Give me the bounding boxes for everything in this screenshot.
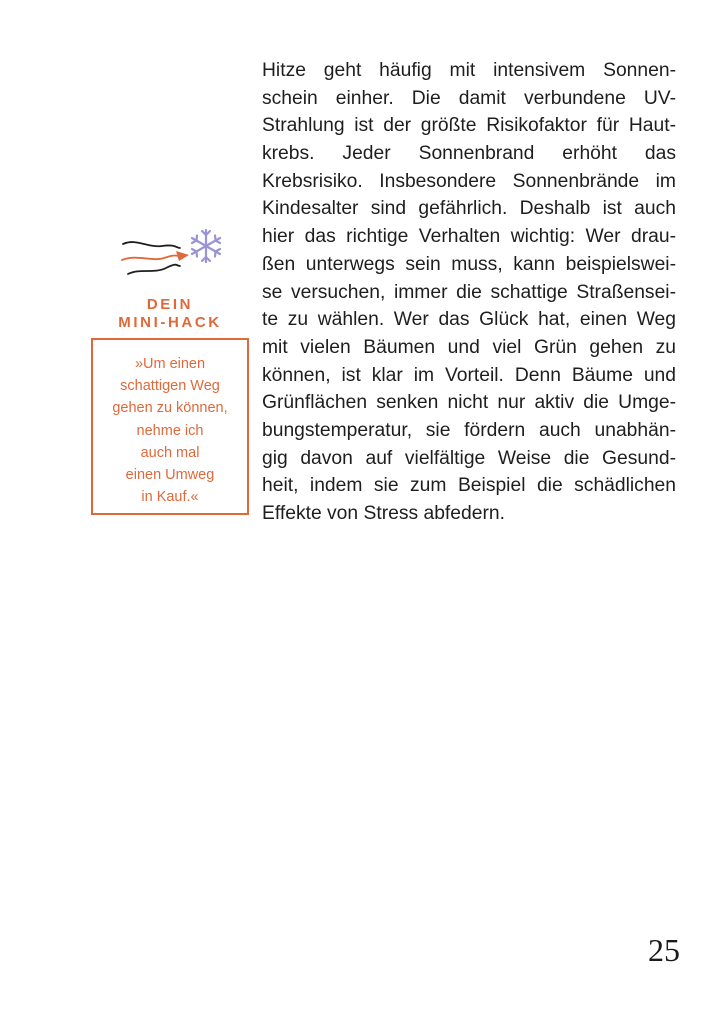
quote-line: einen Umweg [125, 467, 215, 484]
page-number: 25 [648, 932, 680, 968]
quote-line: nehme ich [136, 422, 204, 439]
paragraph-line: ßen unterwegs sein muss, kann beispielswei- [262, 253, 676, 275]
mini-hack-title [91, 296, 249, 332]
wind-snowflake-icon [91, 226, 249, 288]
mini-hack-sidebar [91, 226, 249, 515]
body-paragraph [262, 57, 676, 528]
paragraph-line: Effekte von Stress abfedern. [262, 503, 505, 524]
paragraph-line: gig davon auf vielfältige Weise die Gesund- [262, 447, 676, 469]
paragraph-line: mit vielen Bäumen und viel Grün gehen zu [262, 336, 676, 358]
paragraph-line: te zu wählen. Wer das Glück hat, einen Weg [262, 309, 676, 331]
paragraph-line: Kindesalter sind gefährlich. Deshalb ist auch [262, 198, 676, 220]
paragraph-line: Strahlung ist der größte Risikofaktor für Haut- [262, 115, 676, 137]
paragraph-line: se versuchen, immer die schattige Straßensei- [262, 281, 676, 303]
quote-line: schattigen Weg [120, 378, 220, 395]
paragraph-line: Grünflächen senken nicht nur aktiv die Umge- [262, 392, 676, 414]
paragraph-line: können, ist klar im Vorteil. Denn Bäume und [262, 364, 676, 386]
paragraph-line: Hitze geht häufig mit intensivem Sonnen- [262, 60, 676, 81]
quote-line: »Um einen [134, 356, 206, 372]
mini-hack-title-line1: DEIN [146, 296, 194, 313]
mini-hack-quote-box [91, 338, 249, 515]
quote-line: in Kauf.« [141, 489, 199, 506]
paragraph-line: krebs. Jeder Sonnenbrand erhöht das [262, 143, 676, 165]
quote-line: auch mal [140, 444, 200, 461]
paragraph-line: Krebsrisiko. Insbesondere Sonnenbrände im [262, 170, 676, 192]
paragraph-line: heit, indem sie zum Beispiel die schädlichen [262, 475, 676, 497]
paragraph-line: hier das richtige Verhalten wichtig: Wer drau- [262, 226, 676, 248]
paragraph-line: schein einher. Die damit verbundene UV- [262, 87, 676, 109]
mini-hack-title-line2: MINI-HACK [118, 314, 222, 331]
paragraph-line: bungstemperatur, sie fördern auch unabhän- [262, 419, 676, 441]
quote-line: gehen zu können, [112, 400, 228, 417]
